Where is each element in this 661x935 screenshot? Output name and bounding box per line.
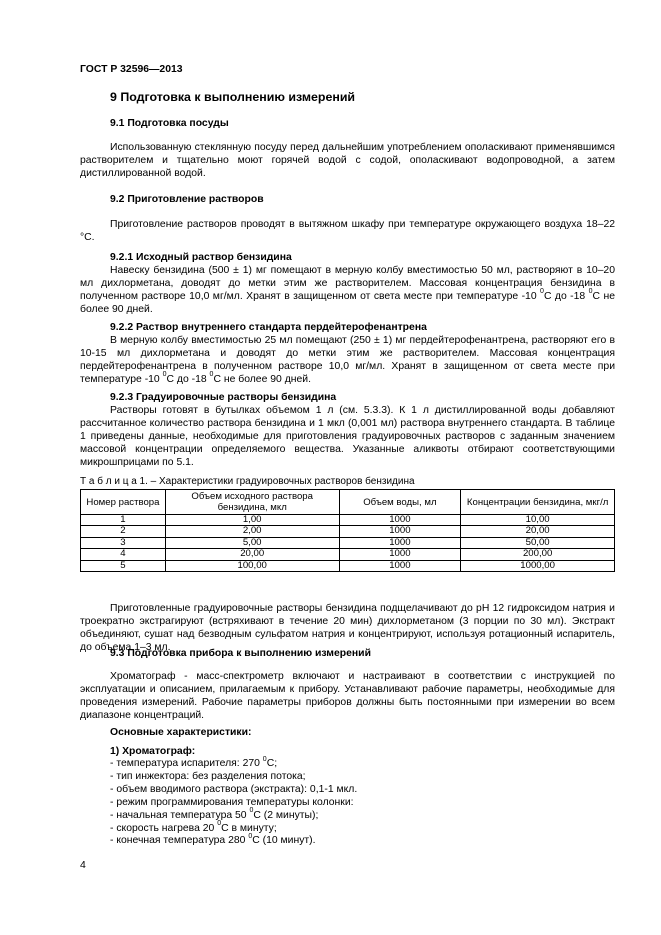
list-item: - начальная температура 50 $^0$С (2 минуты); (110, 807, 319, 821)
list-item: - тип инжектора: без разделения потока; (110, 770, 306, 782)
table-cell: 10,00 (461, 515, 615, 526)
subsection-9-3-title: 9.3 Подготовка прибора к выполнению измерений (110, 648, 371, 659)
table-cell: 2,00 (165, 526, 339, 537)
subsection-9-2-3-text: Растворы готовят в бутылках объемом 1 л (см. 5.3.3). К 1 л дистиллированной воды добавляют рассчитанное количество раствора бензидина и 1 мкл (0,001 мл) раствора внутреннего стандарта. В таблице 1 приведены данные, необходимые для приготовления градуировочных растворов с заданным значением массовой концентрации определяемого вещества. Указанные аликвоты отбирают соответствующими микрошприцами по 5.1. (80, 405, 615, 468)
table-header-row (81, 490, 615, 515)
table-cell: 4 (81, 549, 166, 560)
subsection-9-2-2-title: 9.2.2 Раствор внутреннего стандарта пердейтерофенантрена (110, 322, 427, 333)
table-header-cell: Объем воды, мл (339, 490, 461, 515)
table-row (81, 526, 615, 537)
table-header-cell: Концентрации бензидина, мкг/л (461, 490, 615, 515)
table-cell: 1000 (339, 549, 461, 560)
table-cell: 1,00 (165, 515, 339, 526)
table-cell: 1000 (339, 515, 461, 526)
table-row (81, 515, 615, 526)
list-item: - объем вводимого раствора (экстракта): 0,1-1 мкл. (110, 783, 358, 795)
chromatograph-title: 1) Хроматограф: (110, 746, 196, 757)
subsection-9-3-text: Хроматограф - масс-спектрометр включают и настраивают в соответствии с инструкцией по эксплуатации и описанием, прилагаемым к прибору. Устанавливают рабочие параметры, необходимые для проведения измерений. Рабочие параметры приборов должны быть постоянными при измерении во всем диапазоне концентраций. (80, 671, 615, 721)
subsection-9-2-text: Приготовление растворов проводят в вытяжном шкафу при температуре окружающего воздуха 18–22 °С. (80, 219, 615, 243)
table-header-cell: Номер раствора (81, 490, 166, 515)
table-cell: 1 (81, 515, 166, 526)
table-header-cell: Объем исходного раствора бензидина, мкл (165, 490, 339, 515)
subsection-9-2-3-title: 9.2.3 Градуировочные растворы бензидина (110, 392, 337, 403)
chromatograph-parameters-list (110, 755, 610, 848)
subsection-9-1-title: 9.1 Подготовка посуды (110, 118, 229, 129)
calibration-table (80, 489, 615, 572)
table-cell: 100,00 (165, 560, 339, 571)
list-item: - конечная температура 280 $^0$С (10 минут). (110, 832, 316, 847)
list-item: - температура испарителя: 270 $^0$С; (110, 755, 278, 769)
table-row (81, 549, 615, 560)
page-number: 4 (80, 860, 86, 871)
subsection-9-2-2-text: В мерную колбу вместимостью 25 мл помещают (250 ± 1) мг пердейтерофенантрена, растворяют его в 10-15 мл дихлорметана и доводят до метки этим же растворителем. Массовая концентрация пердейтерофенантрена в полученном растворе 10,0 мг/мл. Хранят в защищенном от света месте при температуре -10 $^0$С до -18 $^0$С не более 90 дней. (80, 335, 615, 385)
subsection-9-2-title: 9.2 Приготовление растворов (110, 194, 264, 205)
table-cell: 1000 (339, 560, 461, 571)
table-cell: 50,00 (461, 537, 615, 548)
table-cell: 1000 (339, 526, 461, 537)
document-header: ГОСТ Р 32596—2013 (80, 64, 183, 75)
table-row (81, 560, 615, 571)
table-row (81, 537, 615, 548)
table-cell: 200,00 (461, 549, 615, 560)
table-cell: 2 (81, 526, 166, 537)
main-characteristics-title: Основные характеристики: (110, 727, 252, 738)
list-item: - режим программирования температуры колонки: (110, 796, 354, 808)
table-cell: 1000,00 (461, 560, 615, 571)
table-cell: 3 (81, 537, 166, 548)
table-cell: 1000 (339, 537, 461, 548)
table-cell: 5 (81, 560, 166, 571)
list-item: - скорость нагрева 20 $^0$С в минуту; (110, 820, 277, 834)
after-table-text: Приготовленные градуировочные растворы бензидина подщелачивают до рН 12 гидроксидом натрия и троекратно экстрагируют (встряхивают в течение 20 мин) дихлорметаном (3 порции по 30 мл). Экстракт объединяют, сушат над безводным сульфатом натрия и концентрируют, используя ротационный испаритель, до объема 1–3 мл. (80, 603, 615, 653)
table-cell: 20,00 (165, 549, 339, 560)
section-title: 9 Подготовка к выполнению измерений (110, 90, 356, 104)
subsection-9-2-1-text: Навеску бензидина (500 ± 1) мг помещают в мерную колбу вместимостью 50 мл, растворяют в 10–20 мл дихлорметана, доводят до метки этим же растворителем. Массовая концентрация бензидина в полученном растворе 10,0 мг/мл. Хранят в защищенном от света месте при температуре -10 $^0$С до -18 $^0$С не более 90 дней. (80, 265, 615, 315)
table-cell: 5,00 (165, 537, 339, 548)
subsection-9-2-1-title: 9.2.1 Исходный раствор бензидина (110, 252, 292, 263)
table-caption: Т а б л и ц а 1. – Характеристики градуировочных растворов бензидина (80, 476, 415, 487)
table-cell: 20,00 (461, 526, 615, 537)
subsection-9-1-text: Использованную стеклянную посуду перед дальнейшим употреблением ополаскивают применявшимся растворителем и тщательно моют горячей водой с содой, ополаскивают водопроводной, а затем дистиллированной водой. (80, 142, 615, 179)
